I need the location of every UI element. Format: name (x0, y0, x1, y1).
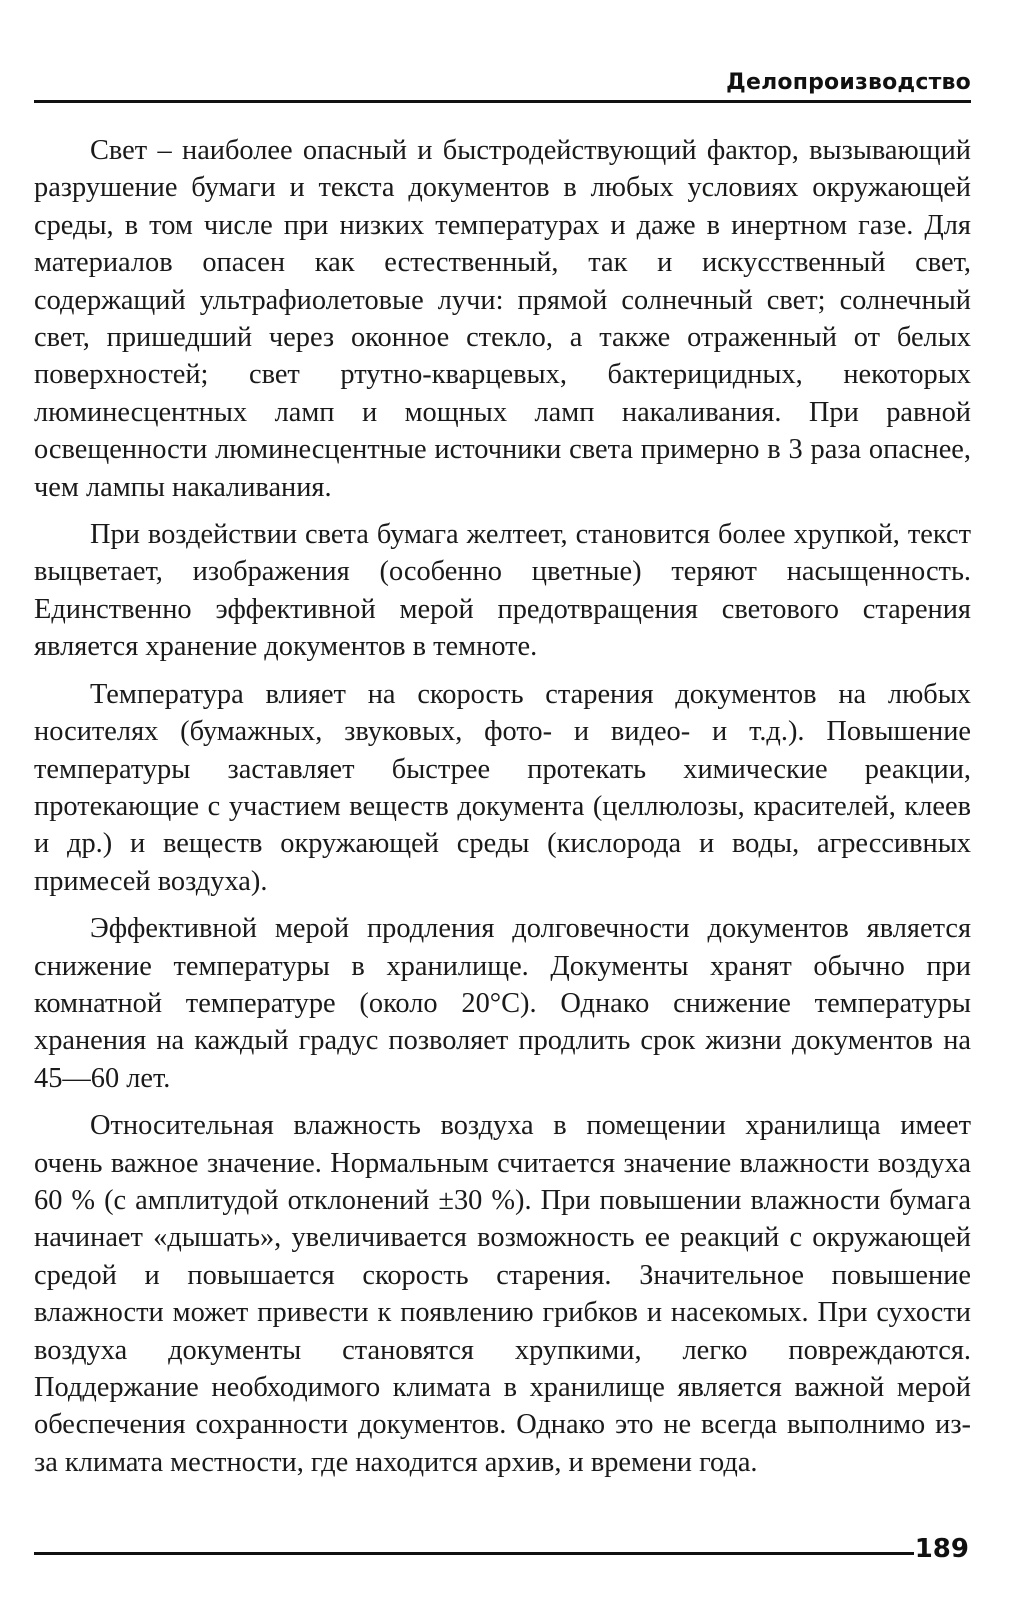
paragraph-temperature-measures: Эффективной мерой продления долговечности документов является снижение температуры в хранилище. Документы хранят обычно при комнатной температуре (около 20°С). Однако снижение температуры хранения на каждый градус позволяет продлить срок жизни документов на 45—60 лет. (34, 913, 971, 1094)
paragraph-light: Свет – наиболее опасный и быстродействующий фактор, вызывающий разрушение бумаги и текста документов в любых условиях окружающей среды, в том числе при низких температурах и даже в инертном газе. Для материалов опасен как естественный, так и искусственный свет, содержащий ультрафиолетовые лучи: прямой солнечный свет; солнечный свет, пришедший через оконное стекло, а также отраженный от белых поверхностей; свет ртутно-кварцевых, бактерицидных, некоторых люминесцентных ламп и мощных ламп накаливания. При равной освещенности люминесцентные источники света примерно в 3 раза опаснее, чем лампы накаливания. (34, 135, 971, 503)
running-title: Делопроизводство (726, 70, 971, 95)
paragraph-humidity: Относительная влажность воздуха в помещении хранилища имеет очень важное значение. Нормальным считается значение влажности воздуха 60 % (с амплитудой отклонений ±30 %). При повышении влажности бумага начинает «дышать», увеличивается возможность ее реакций с окружающей средой и повышается скорость старения. Значительное повышение влажности может привести к появлению грибков и насекомых. При сухости воздуха документы становятся хрупкими, легко повреждаются. Поддержание необходимого климата в хранилище является важной мерой обеспечения сохранности документов. Однако это не всегда выполнимо из-за климата местности, где находится архив, и времени года. (34, 1110, 971, 1478)
page-number: 189 (914, 1534, 969, 1564)
paragraph-light-effects: При воздействии света бумага желтеет, становится более хрупкой, текст выцветает, изображения (особенно цветные) теряют насыщенность. Единственно эффективной мерой предотвращения светового старения является хранение документов в темноте. (34, 519, 971, 663)
paragraph-temperature: Температура влияет на скорость старения документов на любых носителях (бумажных, звуковых, фото- и видео- и т.д.). Повышение температуры заставляет быстрее протекать химические реакции, протекающие с участием веществ документа (целлюлозы, красителей, клеев и др.) и веществ окружающей среды (кислорода и воды, агрессивных примесей воздуха). (34, 678, 971, 897)
footer-rule (34, 1552, 914, 1555)
header-rule (34, 100, 971, 103)
main-text (34, 132, 971, 1481)
